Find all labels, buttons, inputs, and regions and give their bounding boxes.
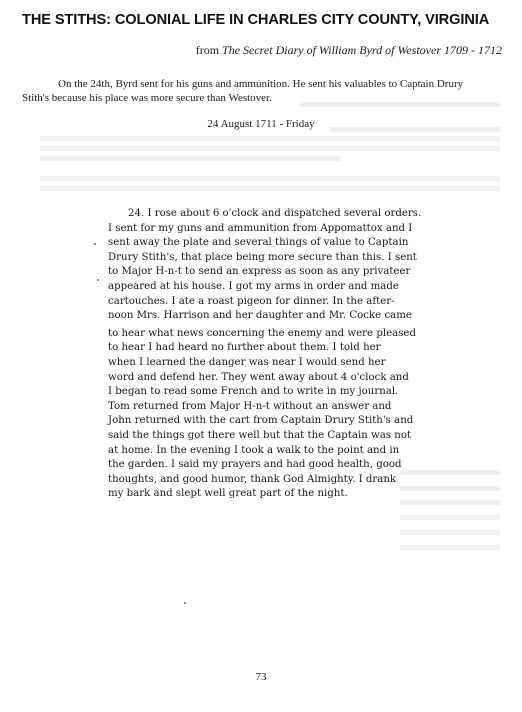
bleed-through-line	[40, 176, 500, 181]
entry-date: 24 August 1711 - Friday	[207, 118, 315, 130]
bleed-through-line	[40, 186, 500, 191]
entry-line: Drury Stith's, that place being more secure than this. I sent	[108, 251, 417, 263]
bleed-through-line	[400, 545, 500, 550]
entry-line: appeared at his house. I got my arms in order and made	[108, 280, 399, 292]
scan-speck	[184, 602, 186, 604]
entry-line: cartouches. I ate a roast pigeon for dinner. In the after-	[108, 295, 395, 307]
intro-paragraph	[22, 77, 502, 105]
entry-line: Tom returned from Major H-n-t without an answer and	[108, 400, 392, 412]
entry-line: to hear what news concerning the enemy and were pleased	[108, 327, 416, 339]
entry-line: when I learned the danger was near I would send her	[108, 356, 386, 368]
entry-line: 24. I rose about 6 o'clock and dispatched several orders.	[128, 208, 422, 219]
entry-line: to Major H-n-t to send an express as soon as any privateer	[108, 266, 411, 278]
entry-line: to hear I had heard no further about them. I told her	[108, 342, 381, 354]
entry-line: I sent for my guns and ammunition from Appomattox and I	[108, 222, 413, 234]
entry-line: John returned with the cart from Captain Drury Stith's and	[108, 415, 414, 427]
entry-line: sent away the plate and several things of value to Captain	[108, 237, 409, 249]
scan-speck	[97, 279, 99, 281]
entry-line: my bark and slept well great part of the night.	[108, 488, 348, 500]
bleed-through-line	[400, 515, 500, 520]
source-citation	[196, 43, 502, 58]
entry-line: the garden. I said my prayers and had good health, good	[108, 459, 402, 471]
bleed-through-line	[400, 530, 500, 535]
entry-line: noon Mrs. Harrison and her daughter and Mr. Cocke came	[108, 310, 412, 322]
bleed-through-line	[40, 146, 500, 151]
source-title: The Secret Diary of William Byrd of Westover 1709 - 1712	[222, 43, 502, 57]
intro-line: On the 24th, Byrd sent for his guns and ammunition. He sent his valuables to Captain Drury	[58, 78, 464, 90]
entry-line: I began to read some French and to write in my journal.	[108, 386, 399, 398]
entry-line: thoughts, and good humor, thank God Almighty. I drank	[108, 473, 397, 485]
bleed-through-line	[40, 156, 340, 161]
page-title: THE STITHS: COLONIAL LIFE IN CHARLES CITY COUNTY, VIRGINIA	[22, 12, 490, 28]
bleed-through-line	[40, 136, 500, 141]
scan-speck	[94, 243, 96, 245]
entry-line: said the things got there well but that the Captain was not	[108, 429, 412, 441]
source-prefix: from	[195, 43, 223, 57]
diary-entry	[108, 207, 522, 502]
page-number: 73	[255, 671, 267, 683]
entry-line: word and defend her. They went away about 4 o'clock and	[108, 371, 409, 383]
entry-line: at home. In the evening I took a walk to the point and in	[108, 444, 400, 456]
intro-line: Stith's because his place was more secure than Westover.	[22, 92, 272, 104]
